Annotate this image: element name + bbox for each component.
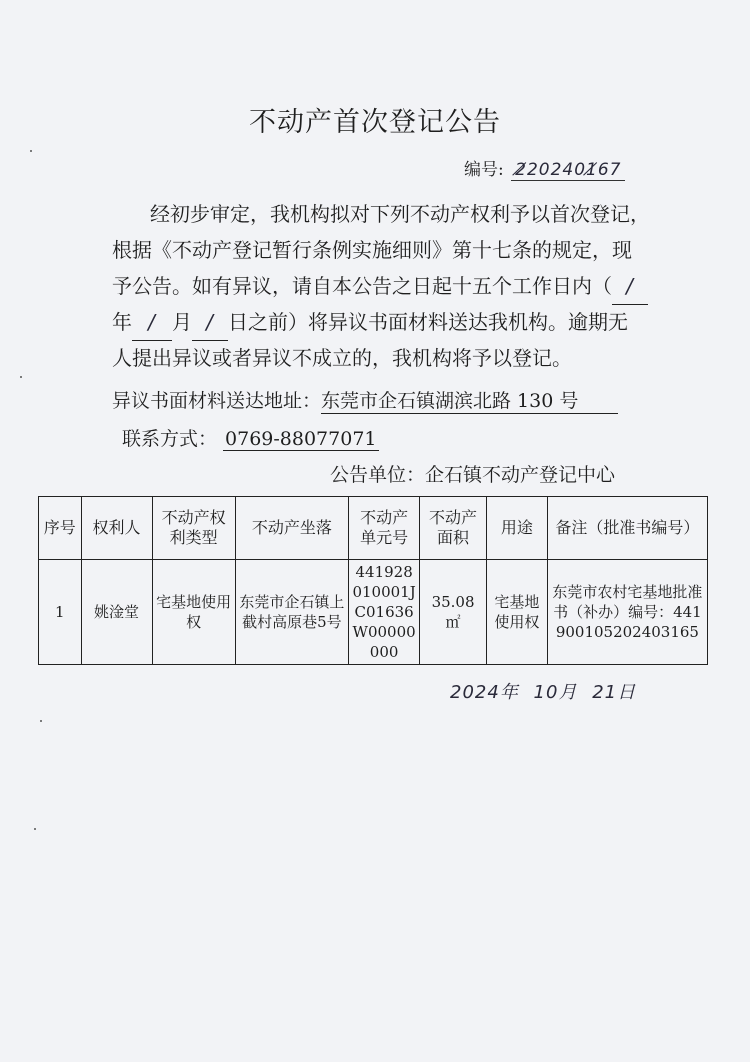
header-cell: 权利人 <box>81 497 152 560</box>
scan-speck <box>20 376 22 378</box>
date-day-unit: 日 <box>617 682 637 703</box>
address-value: 东莞市企石镇湖滨北路 130 号 <box>321 386 618 414</box>
blank-date-1: / <box>612 268 648 305</box>
scan-speck <box>30 150 32 152</box>
page-title: 不动产首次登记公告 <box>249 107 501 138</box>
header-cell: 序号 <box>39 497 82 560</box>
cell-unit-number: 441928010001JC01636W00000000 <box>349 560 420 665</box>
date-month-unit: 月 <box>558 682 578 703</box>
date-year: 2024 <box>450 682 500 703</box>
table-row <box>39 560 708 665</box>
document-number <box>464 155 625 181</box>
publisher <box>330 460 615 487</box>
blank-month: / <box>132 304 172 341</box>
body-line-4 <box>112 304 628 341</box>
body-line-1: 经初步审定，我机构拟对下列不动产权利予以首次登记， <box>150 202 650 226</box>
signature-date <box>450 678 636 704</box>
table-header-row <box>39 497 708 560</box>
header-cell: 不动产权利类型 <box>152 497 235 560</box>
publisher-value: 企石镇不动产登记中心 <box>425 464 616 486</box>
header-cell: 备注（批准书编号） <box>547 497 707 560</box>
cell-location: 东莞市企石镇上截村高原巷5号 <box>235 560 349 665</box>
address-label: 异议书面材料送达地址： <box>112 390 322 412</box>
body-line-5: 人提出异议或者异议不成立的，我机构将予以登记。 <box>112 346 572 370</box>
scan-speck <box>40 720 42 722</box>
blank-day: / <box>192 304 228 341</box>
scan-speck <box>34 828 36 830</box>
contact-label: 联系方式： <box>122 428 218 450</box>
document-number-label: 编号: <box>464 160 504 180</box>
date-day: 21 <box>592 682 618 703</box>
date-month: 10 <box>533 682 559 703</box>
header-cell: 用途 <box>486 497 547 560</box>
cell-index: 1 <box>39 560 82 665</box>
contact-phone: 0769-88077071 <box>225 428 377 450</box>
cell-right-type: 宅基地使用权 <box>152 560 235 665</box>
publisher-label: 公告单位： <box>330 464 426 486</box>
body-line-3 <box>112 268 648 305</box>
cell-area: 35.08 ㎡ <box>420 560 487 665</box>
cell-owner: 姚淦堂 <box>81 560 152 665</box>
cell-remark: 东莞市农村宅基地批准书（补办）编号：441900105202403165 <box>547 560 707 665</box>
year-char: 年 <box>112 310 132 334</box>
body-line-2: 根据《不动产登记暂行条例实施细则》第十七条的规定，现 <box>112 238 632 262</box>
contact-info <box>122 424 379 451</box>
header-cell: 不动产单元号 <box>349 497 420 560</box>
document-number-value: 2̸202401̸67 <box>511 160 625 181</box>
registration-table <box>38 496 708 665</box>
objection-address <box>112 386 618 414</box>
date-year-unit: 年 <box>499 682 519 703</box>
body-line-3-text: 予公告。如有异议，请自本公告之日起十五个工作日内（ <box>112 274 612 298</box>
header-cell: 不动产坐落 <box>235 497 349 560</box>
body-line-4-text: 日之前）将异议书面材料送达我机构。逾期无 <box>228 310 628 334</box>
cell-usage: 宅基地使用权 <box>486 560 547 665</box>
header-cell: 不动产面积 <box>420 497 487 560</box>
month-char: 月 <box>172 310 192 334</box>
